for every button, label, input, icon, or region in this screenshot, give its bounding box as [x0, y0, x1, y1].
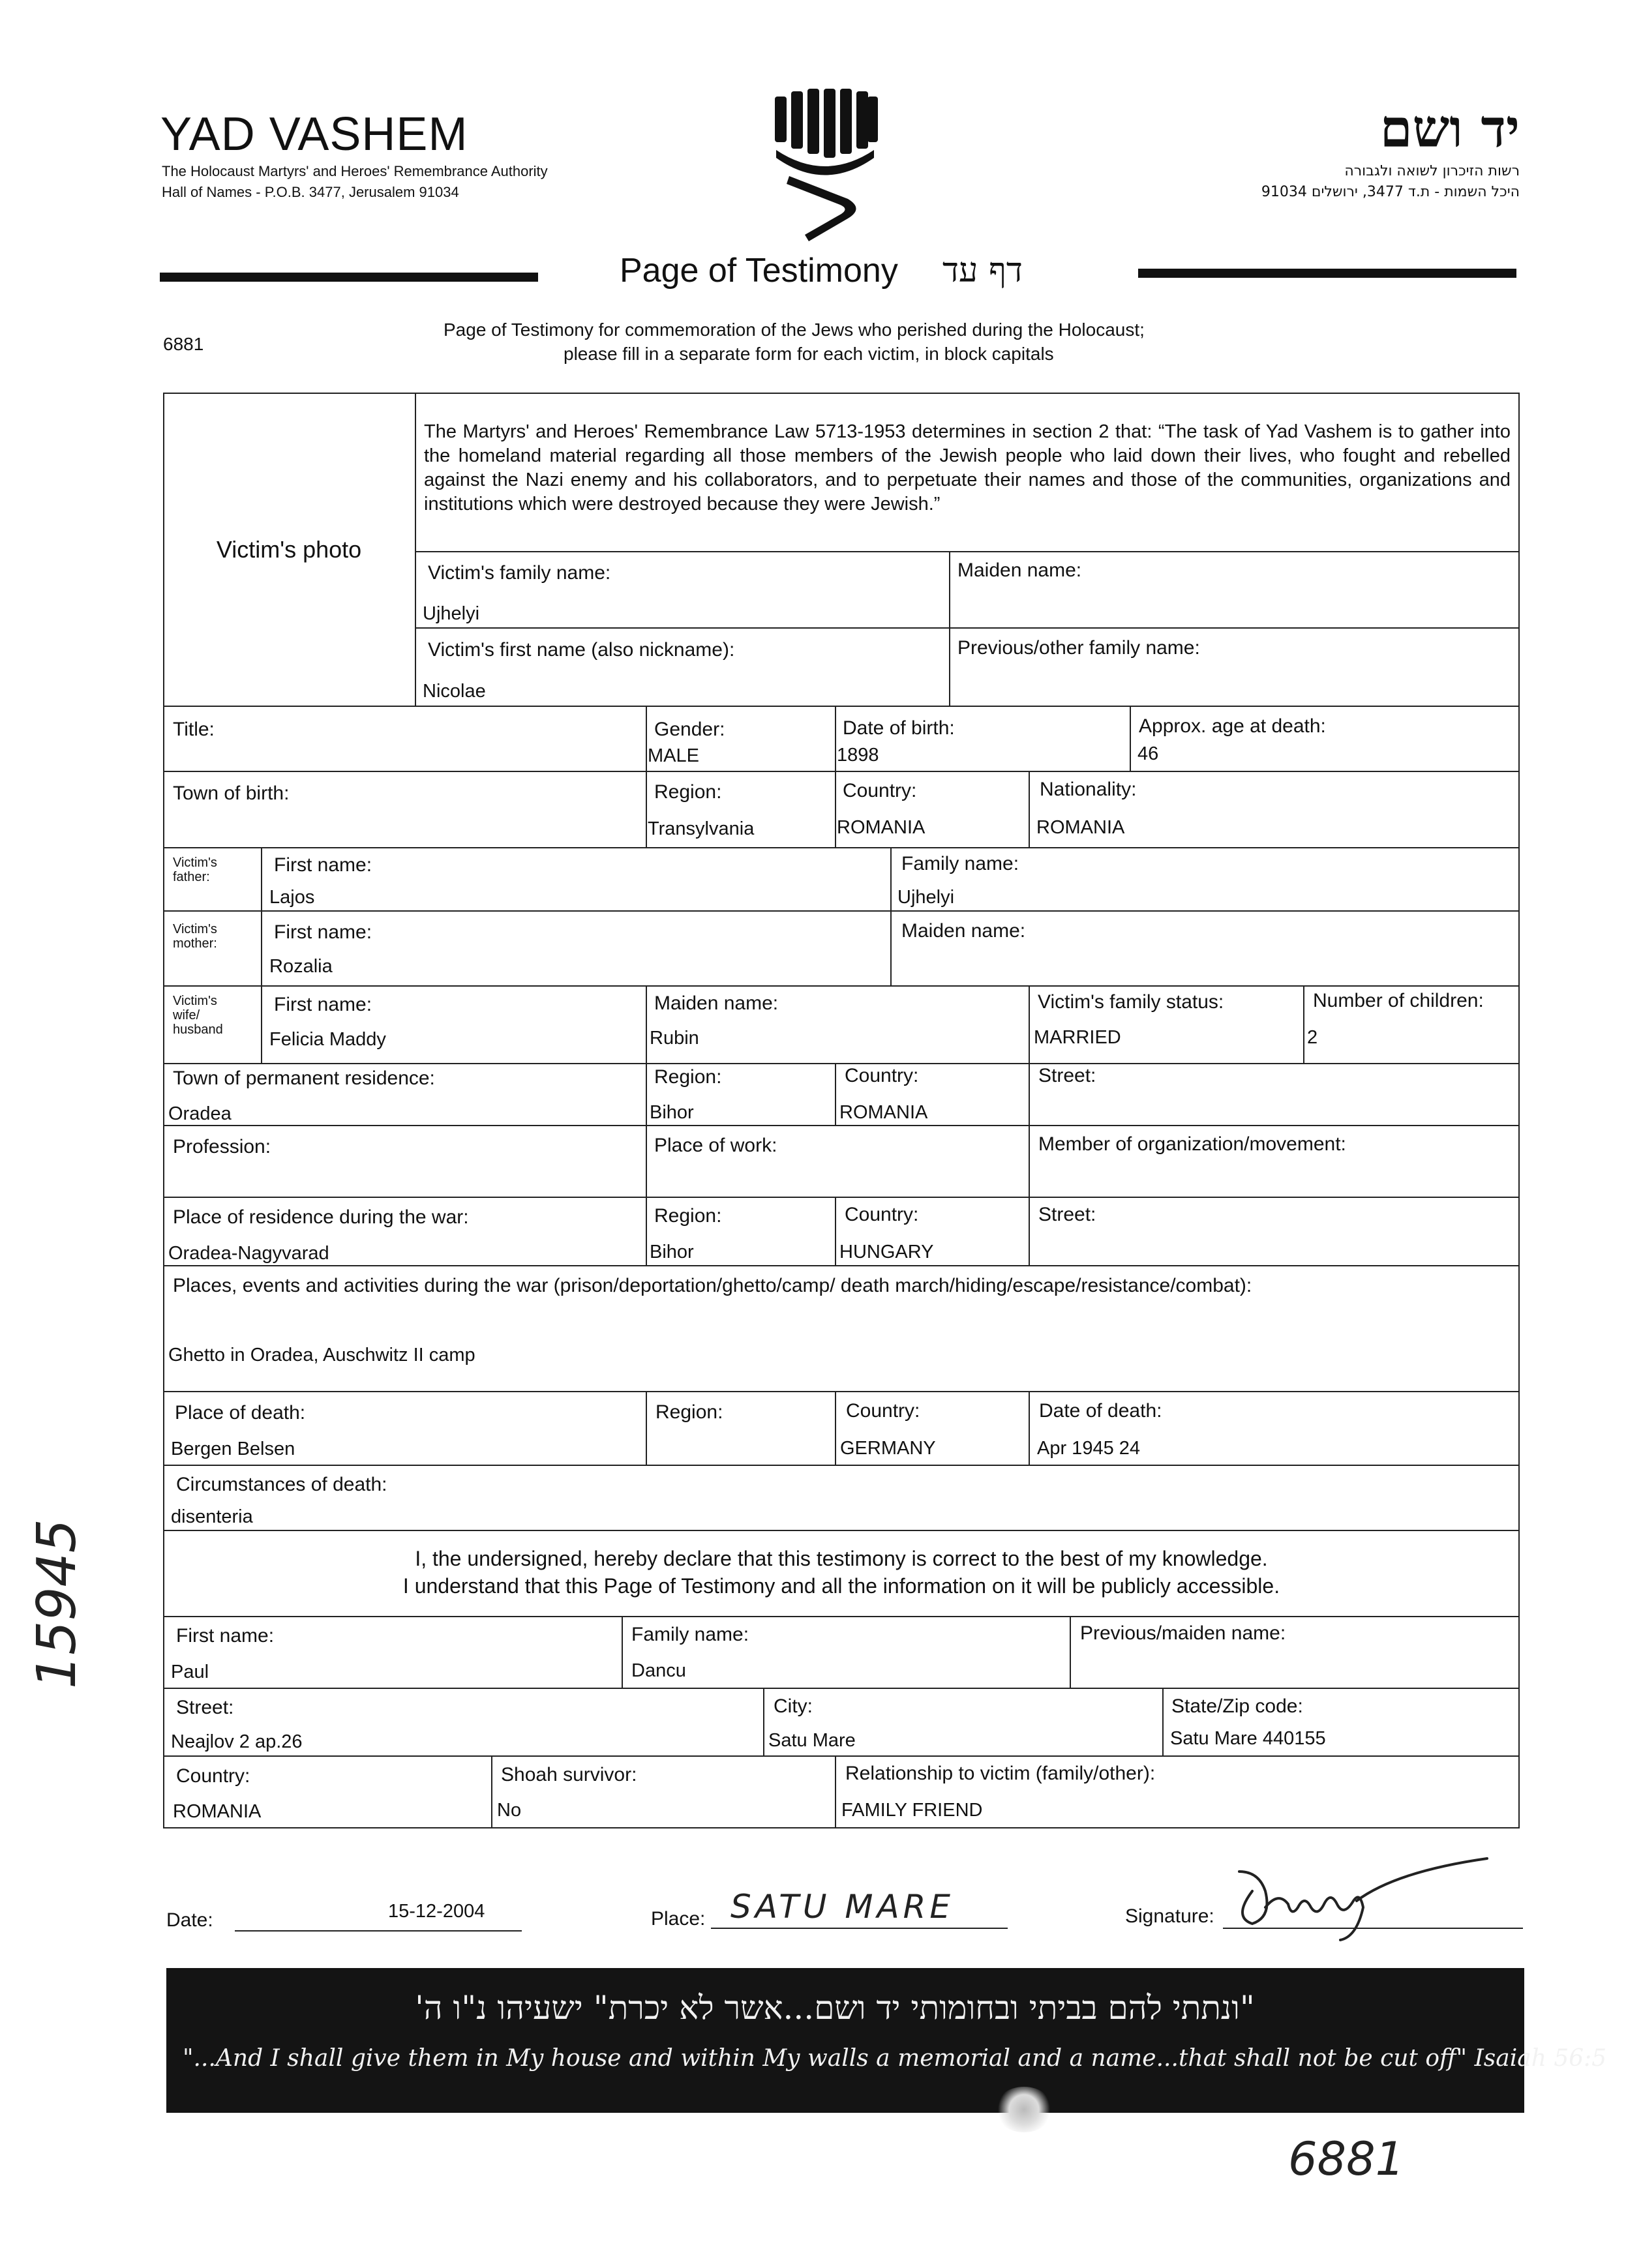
submitter-previous-name-label: Previous/maiden name:: [1080, 1622, 1286, 1644]
death-date-label: Date of death:: [1039, 1400, 1162, 1422]
residence-region-value[interactable]: Bihor: [650, 1102, 694, 1123]
war-region-value[interactable]: Bihor: [650, 1242, 694, 1262]
residence-country-value[interactable]: ROMANIA: [839, 1102, 928, 1123]
town-of-birth-label: Town of birth:: [173, 783, 290, 804]
father-family-name-value[interactable]: Ujhelyi: [897, 887, 955, 908]
banner-english: "...And I shall give them in My house and within My walls a memorial and a name...that shall not be cut off" Isaiah 56:5: [183, 2045, 1607, 2072]
bottom-handwritten-number: 6881: [1288, 2132, 1405, 2186]
death-circumstances-value[interactable]: disenteria: [171, 1506, 253, 1527]
instruction-line-1: Page of Testimony for commemoration of the Jews who perished during the Holocaust;: [444, 320, 1145, 340]
yad-vashem-logo-icon: [770, 85, 881, 248]
family-status-label: Victim's family status:: [1038, 991, 1224, 1013]
death-place-label: Place of death:: [175, 1402, 306, 1424]
birth-region-label: Region:: [654, 781, 722, 803]
death-country-label: Country:: [846, 1400, 920, 1422]
victim-previous-name-label: Previous/other family name:: [957, 637, 1200, 659]
death-country-value[interactable]: GERMANY: [840, 1438, 936, 1459]
relationship-value[interactable]: FAMILY FRIEND: [841, 1800, 983, 1821]
date-value[interactable]: 15-12-2004: [388, 1901, 485, 1922]
residence-town-label: Town of permanent residence:: [173, 1067, 435, 1089]
hebrew-org-subtitle-1: רשות הזיכרון לשואה ולגבורה: [1344, 163, 1520, 179]
victim-maiden-name-label: Maiden name:: [957, 560, 1082, 581]
father-first-name-label: First name:: [274, 854, 372, 876]
victim-family-name-value[interactable]: Ujhelyi: [423, 603, 480, 624]
war-street-label: Street:: [1038, 1204, 1096, 1225]
nationality-label: Nationality:: [1040, 779, 1137, 800]
father-first-name-value[interactable]: Lajos: [269, 887, 315, 908]
instruction-line-2: please fill in a separate form for each victim, in block capitals: [564, 344, 1054, 364]
place-of-work-label: Place of work:: [654, 1135, 777, 1156]
father-label: Victim's father:: [173, 856, 217, 884]
father-family-name-label: Family name:: [901, 853, 1019, 874]
law-text: The Martyrs' and Heroes' Remembrance Law 5713-1953 determines in section 2 that: “The task of Yad Vashem is to gather into the homeland material regarding all those members of the Jewish people who laid down their lives, who fought and rebelled against the Nazi enemy and his collaborators, and to perpetuate their names and those of the communities, organizations and institutions which were destroyed because they were Jewish.”: [424, 421, 1511, 515]
shoah-survivor-label: Shoah survivor:: [501, 1764, 637, 1785]
form-number: 6881: [163, 334, 204, 354]
mother-maiden-name-label: Maiden name:: [901, 920, 1026, 942]
page-title: Page of Testimony: [620, 252, 898, 290]
handwritten-signature: [1226, 1845, 1500, 1943]
spouse-label: Victim's wife/ husband: [173, 994, 223, 1037]
submitter-street-label: Street:: [176, 1697, 234, 1718]
title-bar-left: [160, 273, 538, 282]
gender-value[interactable]: MALE: [648, 745, 699, 766]
title-label: Title:: [173, 719, 215, 740]
place-value[interactable]: SATU MARE: [730, 1888, 955, 1926]
hebrew-org-subtitle-2: היכל השמות - ת.ד 3477, ירושלים 91034: [1261, 184, 1520, 200]
death-circumstances-label: Circumstances of death:: [176, 1474, 387, 1495]
submitter-zip-label: State/Zip code:: [1171, 1695, 1303, 1717]
death-place-value[interactable]: Bergen Belsen: [171, 1439, 295, 1459]
war-events-label: Places, events and activities during the war (prison/deportation/ghetto/camp/ death march/hiding/escape/resistance/combat):: [173, 1275, 1252, 1296]
submitter-country-label: Country:: [176, 1765, 250, 1787]
org-name: YAD VASHEM: [160, 108, 468, 160]
birth-country-label: Country:: [843, 780, 917, 801]
residence-town-value[interactable]: Oradea: [168, 1103, 232, 1124]
war-residence-value[interactable]: Oradea-Nagyvarad: [168, 1243, 329, 1264]
residence-region-label: Region:: [654, 1066, 722, 1088]
page-title-hebrew: דף עד: [942, 251, 1023, 290]
date-underline: [235, 1930, 522, 1932]
war-region-label: Region:: [654, 1205, 722, 1227]
victim-family-name-label: Victim's family name:: [428, 562, 611, 584]
mother-first-name-label: First name:: [274, 921, 372, 943]
mother-label: Victim's mother:: [173, 922, 217, 951]
spouse-first-name-value[interactable]: Felicia Maddy: [269, 1029, 386, 1050]
war-country-value[interactable]: HUNGARY: [839, 1242, 934, 1262]
submitter-country-value[interactable]: ROMANIA: [173, 1801, 262, 1822]
margin-handwritten-number: 15945: [26, 1519, 88, 1689]
gender-label: Gender:: [654, 719, 725, 740]
war-residence-label: Place of residence during the war:: [173, 1206, 469, 1228]
banner-hebrew: "ונתתי להם בביתי ובחומותי יד ושם...אשר לא יכרת" ישעיהו נ"ו ה': [415, 1989, 1255, 2027]
birth-region-value[interactable]: Transylvania: [648, 818, 755, 839]
org-subtitle-2: Hall of Names - P.O.B. 3477, Jerusalem 91034: [162, 184, 459, 200]
dob-label: Date of birth:: [843, 717, 955, 739]
death-region-label: Region:: [655, 1401, 723, 1423]
submitter-zip-value[interactable]: Satu Mare 440155: [1170, 1728, 1326, 1749]
submitter-first-name-label: First name:: [176, 1625, 275, 1647]
place-label: Place:: [651, 1908, 706, 1930]
victim-first-name-value[interactable]: Nicolae: [423, 681, 486, 702]
shoah-survivor-value[interactable]: No: [497, 1800, 522, 1821]
death-date-value[interactable]: Apr 1945 24: [1037, 1438, 1141, 1459]
residence-country-label: Country:: [845, 1065, 919, 1086]
war-country-label: Country:: [845, 1204, 919, 1225]
mother-first-name-value[interactable]: Rozalia: [269, 956, 333, 977]
children-label: Number of children:: [1313, 990, 1484, 1011]
children-value[interactable]: 2: [1307, 1027, 1318, 1048]
victim-first-name-label: Victim's first name (also nickname):: [428, 639, 735, 661]
residence-street-label: Street:: [1038, 1065, 1096, 1086]
spouse-first-name-label: First name:: [274, 994, 372, 1015]
age-at-death-label: Approx. age at death:: [1139, 715, 1326, 737]
member-organization-label: Member of organization/movement:: [1038, 1133, 1346, 1155]
signature-label: Signature:: [1125, 1905, 1214, 1927]
age-at-death-value[interactable]: 46: [1137, 743, 1159, 764]
submitter-street-value[interactable]: Neajlov 2 ap.26: [171, 1731, 303, 1752]
relationship-label: Relationship to victim (family/other):: [845, 1763, 1156, 1784]
spouse-maiden-name-value[interactable]: Rubin: [650, 1028, 699, 1049]
spouse-maiden-name-label: Maiden name:: [654, 992, 779, 1014]
submitter-family-name-label: Family name:: [631, 1624, 749, 1645]
dob-value[interactable]: 1898: [837, 745, 879, 766]
victim-photo-label: Victim's photo: [216, 536, 362, 563]
date-label: Date:: [166, 1909, 213, 1931]
declaration-line-1: I, the undersigned, hereby declare that this testimony is correct to the best of my knowledge.: [415, 1547, 1268, 1570]
submitter-city-value[interactable]: Satu Mare: [768, 1730, 856, 1751]
title-bar-right: [1138, 269, 1516, 278]
nationality-value[interactable]: ROMANIA: [1036, 817, 1125, 838]
stamp-smudge: [995, 2087, 1053, 2132]
submitter-first-name-value[interactable]: Paul: [171, 1662, 209, 1682]
war-events-value[interactable]: Ghetto in Oradea, Auschwitz II camp: [168, 1345, 475, 1365]
hebrew-org-name: יד ושם: [1379, 98, 1520, 159]
declaration-line-2: I understand that this Page of Testimony and all the information on it will be publicly accessible.: [402, 1574, 1280, 1598]
place-underline: [711, 1928, 1008, 1929]
birth-country-value[interactable]: ROMANIA: [837, 817, 926, 838]
profession-label: Profession:: [173, 1136, 271, 1157]
submitter-family-name-value[interactable]: Dancu: [631, 1660, 686, 1681]
org-subtitle-1: The Holocaust Martyrs' and Heroes' Remembrance Authority: [162, 163, 548, 179]
family-status-value[interactable]: MARRIED: [1034, 1027, 1121, 1048]
submitter-city-label: City:: [774, 1695, 813, 1717]
